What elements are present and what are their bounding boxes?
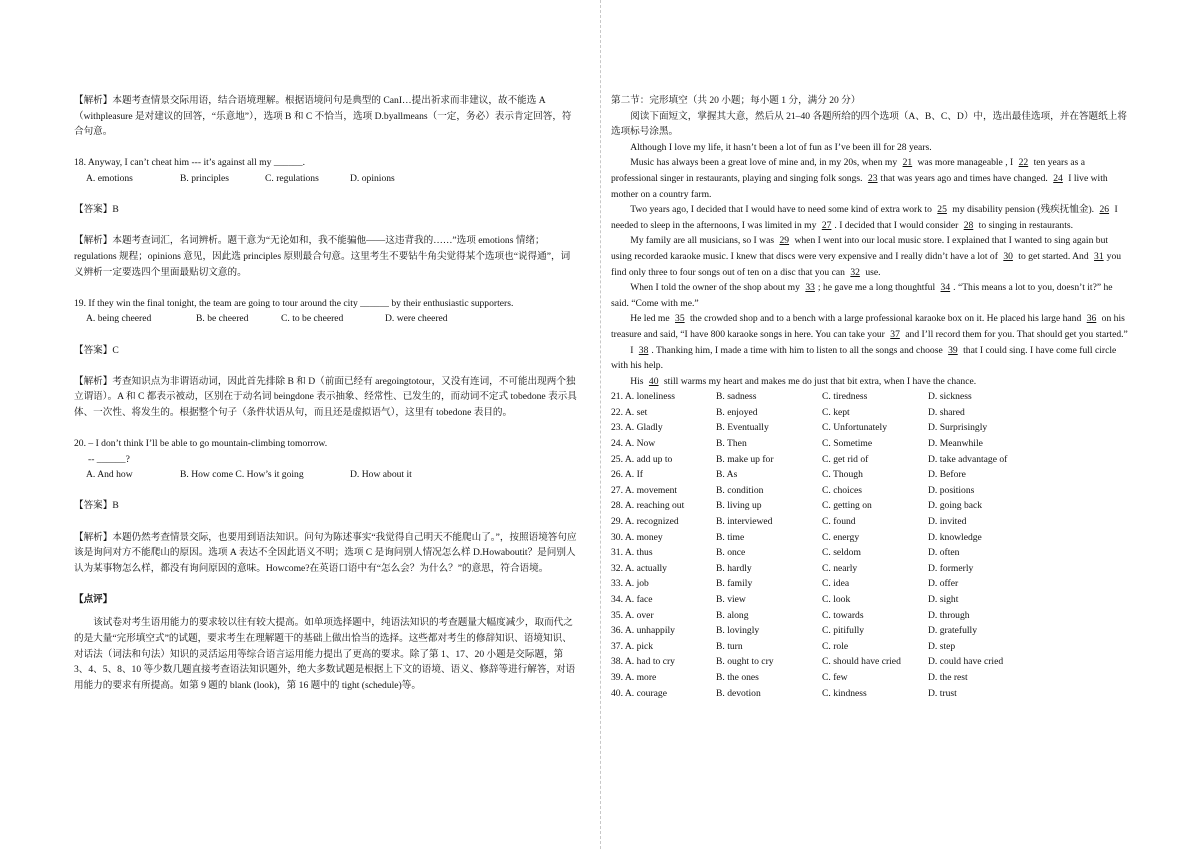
option-c: C. kindness — [822, 687, 867, 699]
option-d: D. formerly — [928, 562, 974, 574]
section-title: 第二节：完形填空（共 20 小题；每小题 1 分，满分 20 分） — [611, 95, 861, 106]
option-row — [611, 420, 1131, 436]
blank-29: 29 — [779, 235, 790, 247]
passage-paragraph-4: My family are all musicians, so I was 29 when I went into our local music store. I explained that I wanted to sing again but using recorded karaoke music. I knew that discs were very expensive and I really didn’t have a lot of 30 to get started. And 31 you find only three to four songs out of ten on a disc that you can 32 use. — [611, 235, 1122, 278]
option-d: D. through — [928, 609, 970, 621]
blank-39: 39 — [948, 344, 958, 356]
option-d: D. trust — [928, 687, 957, 699]
option-d: D. Surprisingly — [928, 422, 988, 434]
option-a: 22. A. set — [611, 406, 648, 418]
q19-option-b: B. be cheered — [196, 313, 249, 325]
option-row — [611, 483, 1131, 499]
right-column — [611, 93, 1131, 701]
q18-stem: 18. Anyway, I can’t cheat him --- it’s against all my ______. — [74, 157, 305, 169]
option-d: D. sickness — [928, 391, 972, 403]
q20-options — [74, 467, 578, 483]
option-b: B. ought to cry — [716, 656, 774, 668]
option-row — [611, 639, 1131, 655]
option-a: 30. A. money — [611, 531, 663, 543]
q19-analysis: 【解析】考查知识点为非谓语动词，因此首先排除 B 和 D（前面已经有 aregoingtotour，又没有连词，不可能出现两个独立谓语）。A 和 C 都表示被动，区别在于动名词 beingdone 表示抽象、经常性、已发生的，而动词不定式 tobedone 表示具体、一次性、将发生的。根据整个句子（条件状语从句，而且还是虚拟语气），这里有 tobedone 表目的。 — [74, 375, 577, 418]
option-b: B. interviewed — [716, 516, 773, 528]
option-c: C. choices — [822, 484, 862, 496]
option-d: D. often — [928, 547, 960, 559]
passage-paragraph-7: I 38 . Thanking him, I made a time with him to listen to all the songs and choose 39 that I could sing. I have come full circle with his help. — [611, 344, 1117, 372]
cloze-passage — [611, 140, 1131, 390]
option-row — [611, 561, 1131, 577]
option-b: B. Then — [716, 438, 747, 450]
option-c: C. look — [822, 594, 851, 605]
blank-38: 38 — [638, 344, 649, 356]
option-a: 23. A. Gladly — [611, 422, 663, 434]
option-c: C. found — [822, 516, 856, 528]
option-c: C. energy — [822, 531, 860, 543]
option-row — [611, 608, 1131, 624]
option-d: D. shared — [928, 406, 965, 418]
q20-stem-reply: -- ______? — [88, 453, 130, 465]
option-c: C. Sometime — [822, 438, 873, 450]
option-row — [611, 670, 1131, 686]
q17-analysis: 【解析】本题考查情景交际用语，结合语境理解。根据语境问句是典型的 CanI…提出祈求而非建议，故不能选 A（withpleasure 是对建议的回答，“乐意地”），选项 B 和 C 不恰当，选项 D.byallmeans（一定，务必）表示肯定回答，符合句意。 — [74, 95, 572, 138]
blank-22: 22 — [1018, 157, 1029, 169]
option-c: C. role — [822, 640, 849, 652]
option-row — [611, 592, 1131, 608]
q18-option-d: D. opinions — [350, 172, 395, 184]
option-b: B. once — [716, 547, 746, 559]
q19-answer: 【答案】C — [74, 344, 119, 356]
option-c: C. getting on — [822, 500, 872, 512]
option-c: C. seldom — [822, 547, 861, 559]
option-c: C. towards — [822, 609, 864, 621]
option-d: D. Before — [928, 469, 966, 481]
option-d: D. offer — [928, 578, 959, 590]
blank-26: 26 — [1099, 204, 1110, 216]
option-row — [611, 545, 1131, 561]
option-row — [611, 498, 1131, 514]
q18-option-a: A. emotions — [86, 172, 133, 184]
option-a: 25. A. add up to — [611, 453, 673, 465]
blank-23: 23 — [867, 172, 878, 184]
option-b: B. lovingly — [716, 625, 760, 637]
option-b: B. As — [716, 469, 738, 481]
option-a: 31. A. thus — [611, 547, 653, 559]
passage-paragraph-5: When I told the owner of the shop about my 33 ; he gave me a long thoughtful 34 . “This means a lot to you, doesn’t it?” he said. “Come with me.” — [611, 282, 1113, 309]
option-c: C. few — [822, 671, 848, 683]
option-a: 37. A. pick — [611, 640, 654, 652]
left-column — [74, 93, 578, 693]
option-d: D. gratefully — [928, 625, 978, 637]
option-a: 29. A. recognized — [611, 516, 679, 528]
q20-option-bc: B. How come C. How’s it going — [180, 469, 304, 481]
q19-options — [74, 311, 578, 327]
q19-option-c: C. to be cheered — [281, 313, 344, 325]
passage-paragraph-1: Although I love my life, it hasn’t been a lot of fun as I’ve been ill for 28 years. — [630, 141, 932, 153]
q19-option-a: A. being cheered — [86, 313, 152, 325]
option-a: 26. A. If — [611, 469, 643, 481]
comment-heading: 【点评】 — [74, 594, 113, 605]
option-a: 24. A. Now — [611, 438, 656, 450]
option-row — [611, 452, 1131, 468]
option-a: 33. A. job — [611, 578, 649, 590]
option-d: D. invited — [928, 516, 967, 528]
option-b: B. make up for — [716, 453, 774, 465]
blank-37: 37 — [890, 328, 900, 340]
q20-analysis: 【解析】本题仍然考查情景交际，也要用到语法知识。问句为陈述事实“我觉得自己明天不能爬山了。”，按照语境答句应该是询问对方不能爬山的原因。选项 A 表达不全因此语义不明；选项 C 是询问别人情况怎么样 D.Howaboutit？是问别人认为某事物怎么样，都没有询问原因的意味。Howcome?在英语口语中有“怎么会？为什么？”的意思，符合语境。 — [74, 531, 577, 574]
option-row — [611, 514, 1131, 530]
blank-21: 21 — [902, 157, 913, 169]
option-b: B. enjoyed — [716, 406, 758, 418]
blank-24: 24 — [1053, 172, 1063, 184]
q19-stem: 19. If they win the final tonight, the team are going to tour around the city ______ by their enthusiastic supporters. — [74, 297, 514, 309]
q18-option-b: B. principles — [180, 172, 230, 184]
option-b: B. devotion — [716, 687, 761, 699]
option-b: B. turn — [716, 640, 743, 652]
q20-option-d: D. How about it — [350, 469, 412, 481]
q20-option-a: A. And how — [86, 469, 133, 481]
option-a: 28. A. reaching out — [611, 500, 685, 512]
option-row — [611, 389, 1131, 405]
passage-paragraph-3: Two years ago, I decided that I would have to need some kind of extra work to 25 my disability pension (残疾抚恤金). 26 I needed to sleep in the afternoons, I was limited in my 27 . I decided that I would consider 28 to singing in restaurants. — [611, 204, 1118, 231]
passage-paragraph-6: He led me 35 the crowded shop and to a bench with a large professional karaoke box on it. He placed his large hand 36 on his treasure and said, “I have 800 karaoke songs in here. You can take your 37 and I’ll record them for you. That should get you started.” — [611, 313, 1128, 340]
option-a: 38. A. had to cry — [611, 656, 675, 668]
option-d: D. the rest — [928, 671, 968, 683]
option-b: B. living up — [716, 500, 762, 512]
q18-option-c: C. regulations — [265, 172, 319, 184]
option-d: D. Meanwhile — [928, 438, 983, 450]
option-d: D. could have cried — [928, 656, 1004, 668]
blank-27: 27 — [821, 219, 832, 231]
blank-35: 35 — [675, 313, 685, 325]
option-row — [611, 654, 1131, 670]
blank-31: 31 — [1094, 250, 1104, 262]
option-d: D. positions — [928, 484, 975, 496]
option-c: C. get rid of — [822, 453, 869, 465]
option-d: D. sight — [928, 594, 959, 605]
option-b: B. along — [716, 609, 749, 621]
option-d: D. take advantage of — [928, 453, 1008, 465]
blank-30: 30 — [1003, 250, 1013, 262]
option-c: C. tiredness — [822, 391, 868, 403]
option-a: 32. A. actually — [611, 562, 667, 574]
blank-36: 36 — [1086, 313, 1097, 325]
passage-paragraph-2: Music has always been a great love of mine and, in my 20s, when my 21 was more manageable , I 22 ten years as a professional singer in restaurants, playing and singing folk songs. 23 that was years ago and times have changed. 24 I live with mother on a country farm. — [611, 157, 1108, 200]
option-b: B. time — [716, 531, 745, 543]
option-d: D. knowledge — [928, 531, 982, 543]
option-b: B. the ones — [716, 671, 759, 683]
option-row — [611, 576, 1131, 592]
option-a: 27. A. movement — [611, 484, 678, 496]
q20-answer: 【答案】B — [74, 500, 119, 512]
option-b: B. view — [716, 594, 746, 605]
option-a: 36. A. unhappily — [611, 625, 675, 637]
option-c: C. pitifully — [822, 625, 865, 637]
option-d: D. going back — [928, 500, 983, 512]
option-b: B. family — [716, 578, 753, 590]
option-a: 40. A. courage — [611, 687, 667, 699]
option-row — [611, 467, 1131, 483]
option-row — [611, 405, 1131, 421]
passage-paragraph-8: His 40 still warms my heart and makes me do just that bit extra, when I have the chance. — [630, 375, 977, 387]
option-a: 21. A. loneliness — [611, 391, 675, 403]
option-b: B. hardly — [716, 562, 752, 574]
q20-stem: 20. – I don’t think I’ll be able to go mountain-climbing tomorrow. — [74, 438, 328, 450]
option-row — [611, 623, 1131, 639]
option-c: C. should have cried — [822, 656, 901, 668]
q18-analysis: 【解析】本题考查词汇，名词辨析。题干意为“无论如和，我不能骗他——这违背我的……”选项 emotions 情绪；regulations 规程；opinions 意见，因此选 principles 原则最合句意。这里考生不要钻牛角尖觉得某个选项也“说得通”，词义辨析一定要选四个里面最贴切文意的。 — [74, 235, 571, 278]
blank-40: 40 — [648, 375, 659, 387]
blank-28: 28 — [963, 219, 974, 231]
blank-32: 32 — [850, 266, 860, 278]
comment-body: 该试卷对考生语用能力的要求较以往有较大提高。如单项选择题中，纯语法知识的考查题量大幅度减少，取而代之的是大量“完形填空式”的试题，要求考生在理解题干的基础上做出恰当的选择。这些都对考生的修辞知识、语境知识、对话法（词法和句法）知识的灵活运用等综合语言运用能力提出了更高的要求。除了第 1、17、20 小题是交际题，第 3、4、5、8、10 等少数几题直接考查语法知识题外，绝大多数试题是根据上下文的语境、语义、修辞等进行解答，对语用能力的要求有所提高。如第 9 题的 blank (look)，第 16 题中的 tight (schedule)等。 — [74, 617, 576, 691]
option-c: C. idea — [822, 578, 850, 590]
blank-33: 33 — [805, 282, 815, 294]
option-c: C. Though — [822, 469, 863, 481]
option-b: B. Eventually — [716, 422, 769, 434]
column-divider — [600, 0, 601, 849]
option-c: C. nearly — [822, 562, 858, 574]
option-row — [611, 436, 1131, 452]
option-b: B. sadness — [716, 391, 757, 403]
option-d: D. step — [928, 640, 956, 652]
q18-options — [74, 171, 578, 187]
option-a: 35. A. over — [611, 609, 654, 621]
blank-34: 34 — [940, 282, 951, 294]
q19-option-d: D. were cheered — [385, 313, 448, 325]
q18-answer: 【答案】B — [74, 204, 119, 216]
cloze-options — [611, 389, 1131, 701]
section-instructions: 阅读下面短文，掌握其大意，然后从 21–40 各题所给的四个选项（A、B、C、D）中，选出最佳选项，并在答题纸上将选项标号涂黑。 — [611, 110, 1127, 138]
option-a: 39. A. more — [611, 671, 657, 683]
option-a: 34. A. face — [611, 594, 653, 605]
blank-25: 25 — [937, 204, 947, 216]
option-row — [611, 530, 1131, 546]
option-c: C. Unfortunately — [822, 422, 888, 434]
option-b: B. condition — [716, 484, 764, 496]
option-row — [611, 686, 1131, 702]
option-c: C. kept — [822, 406, 850, 418]
